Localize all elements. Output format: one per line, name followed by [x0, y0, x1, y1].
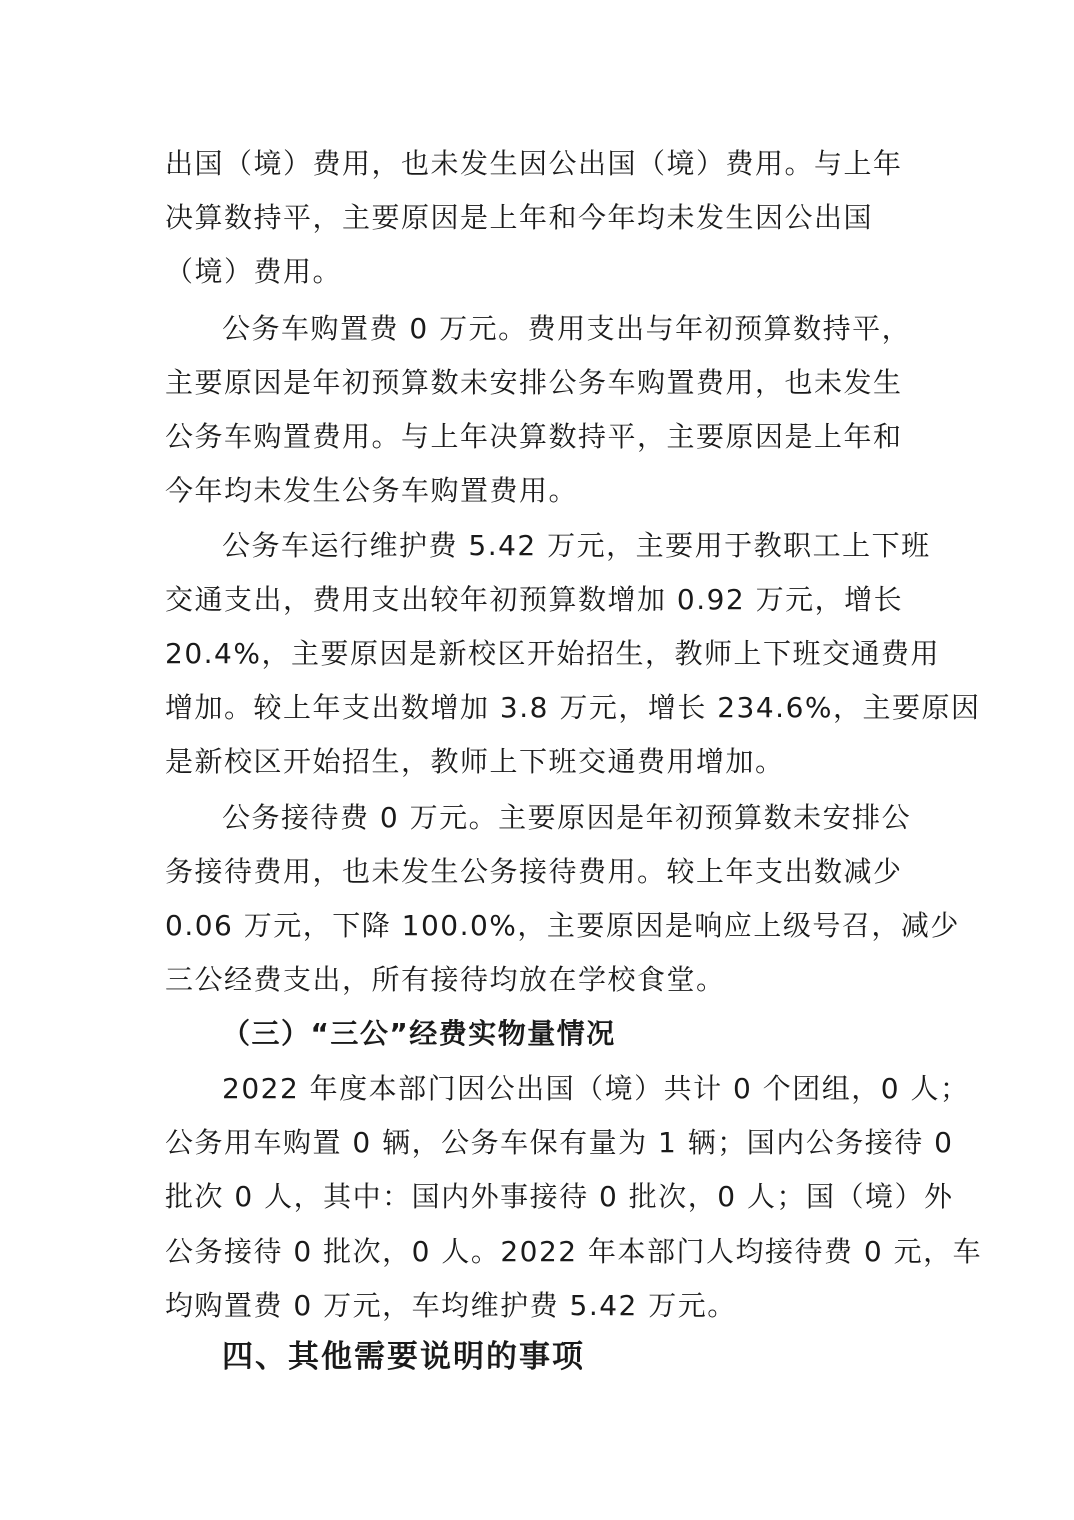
text-line: 公务车运行维护费 5.42 万元，主要用于教职工上下班 [222, 529, 931, 562]
text-line: 20.4%，主要原因是新校区开始招生，教师上下班交通费用 [165, 637, 940, 670]
text-line: 公务接待费 0 万元。主要原因是年初预算数未安排公 [222, 801, 912, 834]
text-line: 批次 0 人，其中：国内外事接待 0 批次，0 人；国（境）外 [165, 1180, 954, 1213]
text-line: 交通支出，费用支出较年初预算数增加 0.92 万元，增长 [165, 583, 904, 616]
text-line: 均购置费 0 万元，车均维护费 5.42 万元。 [165, 1289, 737, 1322]
text-line: 公务车购置费 0 万元。费用支出与年初预算数持平， [222, 312, 912, 345]
text-line: 公务用车购置 0 辆，公务车保有量为 1 辆；国内公务接待 0 [165, 1126, 954, 1159]
text-line: 公务车购置费用。与上年决算数持平，主要原因是上年和 [165, 420, 903, 453]
section-heading: （三）“三公”经费实物量情况 [222, 1017, 616, 1050]
text-line: 是新校区开始招生，教师上下班交通费用增加。 [165, 745, 785, 778]
text-line: （境）费用。 [165, 255, 343, 288]
text-line: 今年均未发生公务车购置费用。 [165, 474, 579, 507]
chapter-heading: 四、其他需要说明的事项 [222, 1339, 585, 1375]
text-line: 决算数持平，主要原因是上年和今年均未发生因公出国 [165, 201, 874, 234]
text-line: 务接待费用，也未发生公务接待费用。较上年支出数减少 [165, 855, 903, 888]
text-line: 0.06 万元，下降 100.0%，主要原因是响应上级号召，减少 [165, 909, 960, 942]
text-line: 2022 年度本部门因公出国（境）共计 0 个团组，0 人； [222, 1072, 970, 1105]
text-line: 增加。较上年支出数增加 3.8 万元，增长 234.6%，主要原因 [165, 691, 981, 724]
text-line: 主要原因是年初预算数未安排公务车购置费用，也未发生 [165, 366, 903, 399]
text-line: 三公经费支出，所有接待均放在学校食堂。 [165, 963, 726, 996]
text-line: 出国（境）费用，也未发生因公出国（境）费用。与上年 [165, 147, 903, 180]
text-line: 公务接待 0 批次，0 人。2022 年本部门人均接待费 0 元，车 [165, 1235, 983, 1268]
